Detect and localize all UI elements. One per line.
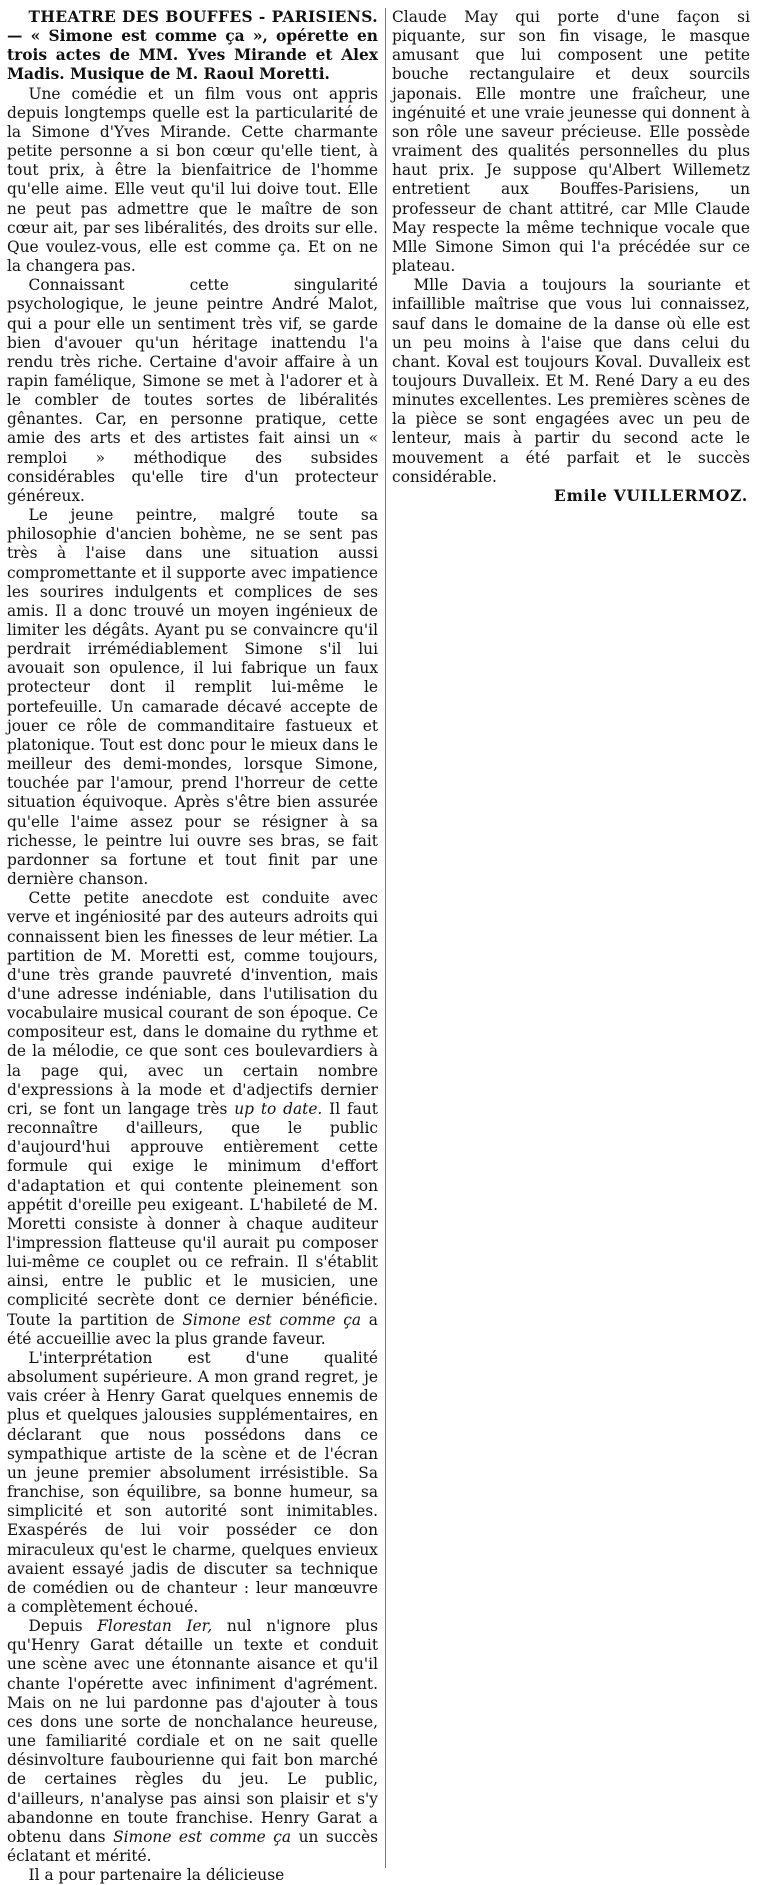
paragraph-garat-emphasis-2: Simone est comme ça	[113, 1827, 292, 1846]
paragraph-claude-may: Claude May qui porte d'une façon si piquante, sur son fin visage, le masque amusant que lui composent une petite bouche rectangulaire et deux sourcils japonais. Elle montre une fraîcheur, une ingénuité et une vraie jeunesse qui donnent à son rôle une saveur précieuse. Elle possède vraiment des qualités personnelles du plus haut prix. Je suppose qu'Albert Willemetz entretient aux Bouffes-Parisiens, un professeur de chant attitré, car Mlle Claude May respecte la même technique vocale que Mlle Simone Simon qui l'a précédée sur ce plateau.	[392, 8, 750, 276]
paragraph-interpretation: L'interprétation est d'une qualité absolument supérieure. A mon grand regret, je vais créer à Henry Garat quelques ennemis de plus et quelques jalousies supplémentaires, en déclarant que nous possédons dans ce sympathique artiste de la scène et de l'écran un jeune premier absolument irrésistible. Sa franchise, son équilibre, sa bonne humeur, sa simplicité et son autorité sont inimitables. Exaspérés de lui voir posséder ce don miraculeux qu'est le charme, quelques envieux avaient essayé jadis de discuter sa technique de comédien ou de chanteur : leur manœuvre a complètement échoué.	[7, 1348, 378, 1616]
right-column	[392, 8, 750, 506]
paragraph-garat-emphasis-1: Florestan Ier,	[97, 1617, 213, 1636]
paragraph-plot-2: Le jeune peintre, malgré toute sa philosophie d'ancien bohème, ne se sent pas très à l'aise dans une situation aussi compromettante et il supporte avec impatience les sourires indulgents et complices de ses amis. Il a donc trouvé un moyen ingénieux de limiter les dégâts. Ayant pu se convaincre qu'il perdrait irrémédiablement Simone s'il lui avouait son opulence, il lui fabrique un faux protecteur dont il remplit lui-même le portefeuille. Un camarade décavé accepte de jouer ce rôle de commanditaire fastueux et platonique. Tout est donc pour le mieux dans le meilleur des demi-mondes, lorsque Simone, touchée par l'amour, prend l'horreur de cette situation équivoque. Après s'être bien assurée qu'elle l'aime assez pour se résigner à sa richesse, le peintre lui ouvre ses bras, se fait pardonner sa fortune et tout finit par une dernière chanson.	[7, 506, 378, 889]
headline-theatre-name: THEATRE DES BOUFFES - PARISIENS.	[28, 8, 378, 26]
paragraph-music-emphasis-1: up to date.	[234, 1099, 323, 1118]
paragraph-garat	[7, 1617, 378, 1866]
paragraph-music-text-a: Cette petite anecdote est conduite avec verve et ingéniosité par des auteurs adroits qui connaissent bien les finesses de leur métier. La partition de M. Moretti est, comme toujours, d'une très grande pauvreté d'invention, mais d'une adresse indéniable, dans l'utilisation du vocabulaire musical courant de son époque. Ce compositeur est, dans le domaine du rythme et de la mélodie, ce que sont ces boulevardiers à la page qui, avec un certain nombre d'expressions à la mode et d'adjectifs dernier cri, se font un langage très	[7, 889, 378, 1118]
left-column	[7, 8, 378, 1885]
paragraph-music-emphasis-2: Simone est comme ça	[182, 1310, 362, 1329]
paragraph-garat-text-b: nul n'ignore plus qu'Henry Garat détaille un texte et conduit une scène avec une étonnante aisance et qu'il chante l'opérette avec infiniment d'agrément. Mais on ne lui pardonne pas d'ajouter à tous ces dons une sorte de nonchalance heureuse, une familiarité cordiale et on ne sait quelle désinvolture faubourienne qui fait bon marché de certaines règles du jeu. Le public, d'ailleurs, n'analyse pas ainsi son plaisir et s'y abandonne en toute franchise. Henry Garat a obtenu dans	[7, 1617, 378, 1846]
paragraph-music-text-b: Il faut reconnaître d'ailleurs, que le public d'aujourd'hui approuve entièrement cette formule qui exige le minimum d'effort d'adaptation et qui contente pleinement son appétit d'oreille peu exigeant. L'habileté de M. Moretti consiste à donner à chaque auditeur l'impression flatteuse qu'il aurait pu composer lui-même ce couplet ou ce refrain. Il s'établit ainsi, entre le public et le musicien, une complicité secrète dont ce dernier bénéficie. Toute la partition de	[7, 1099, 378, 1329]
paragraph-music-text-c: a été accueillie avec la plus grande faveur.	[7, 1310, 378, 1348]
paragraph-music	[7, 889, 378, 1349]
paragraph-intro: Une comédie et un film vous ont appris depuis longtemps quelle est la particularité de la Simone d'Yves Mirande. Cette charmante petite personne a si bon cœur qu'elle tient, à tout prix, à être la bienfaitrice de l'homme qu'elle aime. Elle veut qu'il lui doive tout. Elle ne peut pas admettre que le maître de son cœur ait, par ses libéralités, des droits sur elle. Que voulez-vous, elle est comme ça. Et on ne la changera pas.	[7, 84, 378, 276]
paragraph-cast: Mlle Davia a toujours la souriante et infaillible maîtrise que vous lui connaissez, sauf dans le domaine de la danse où elle est un peu moins à l'aise que dans celui du chant. Koval est toujours Koval. Duvalleix est toujours Duvalleix. Et M. René Dary a eu des minutes excellentes. Les premières scènes de la pièce se sont engagées avec un peu de lenteur, mais à partir du second acte le mouvement a été parfait et le succès considérable.	[392, 276, 750, 486]
paragraph-garat-text-a: Depuis	[28, 1617, 83, 1636]
paragraph-plot-1: Connaissant cette singularité psychologique, le jeune peintre André Malot, qui a pour elle un sentiment très vif, se garde bien d'avouer qu'un héritage inattendu l'a rendu très riche. Certaine d'avoir affaire à un rapin famélique, Simone se met à l'adorer et à le combler de toutes sortes de libéralités gênantes. Car, en personne pratique, cette amie des arts et des artistes fait ainsi un « remploi » méthodique des subsides considérables qu'elle tire d'un protecteur généreux.	[7, 276, 378, 505]
headline-subtitle: — « Simone est comme ça », opérette en trois actes de MM. Yves Mirande et Alex Madis. Musique de M. Raoul Moretti.	[7, 27, 378, 84]
column-divider	[385, 8, 386, 1868]
author-signature: Emile VUILLERMOZ.	[554, 486, 748, 505]
article-headline	[7, 8, 378, 85]
paragraph-garat-text-c: un succès éclatant et mérité.	[7, 1827, 378, 1865]
paragraph-partner: Il a pour partenaire la délicieuse	[28, 1866, 285, 1885]
